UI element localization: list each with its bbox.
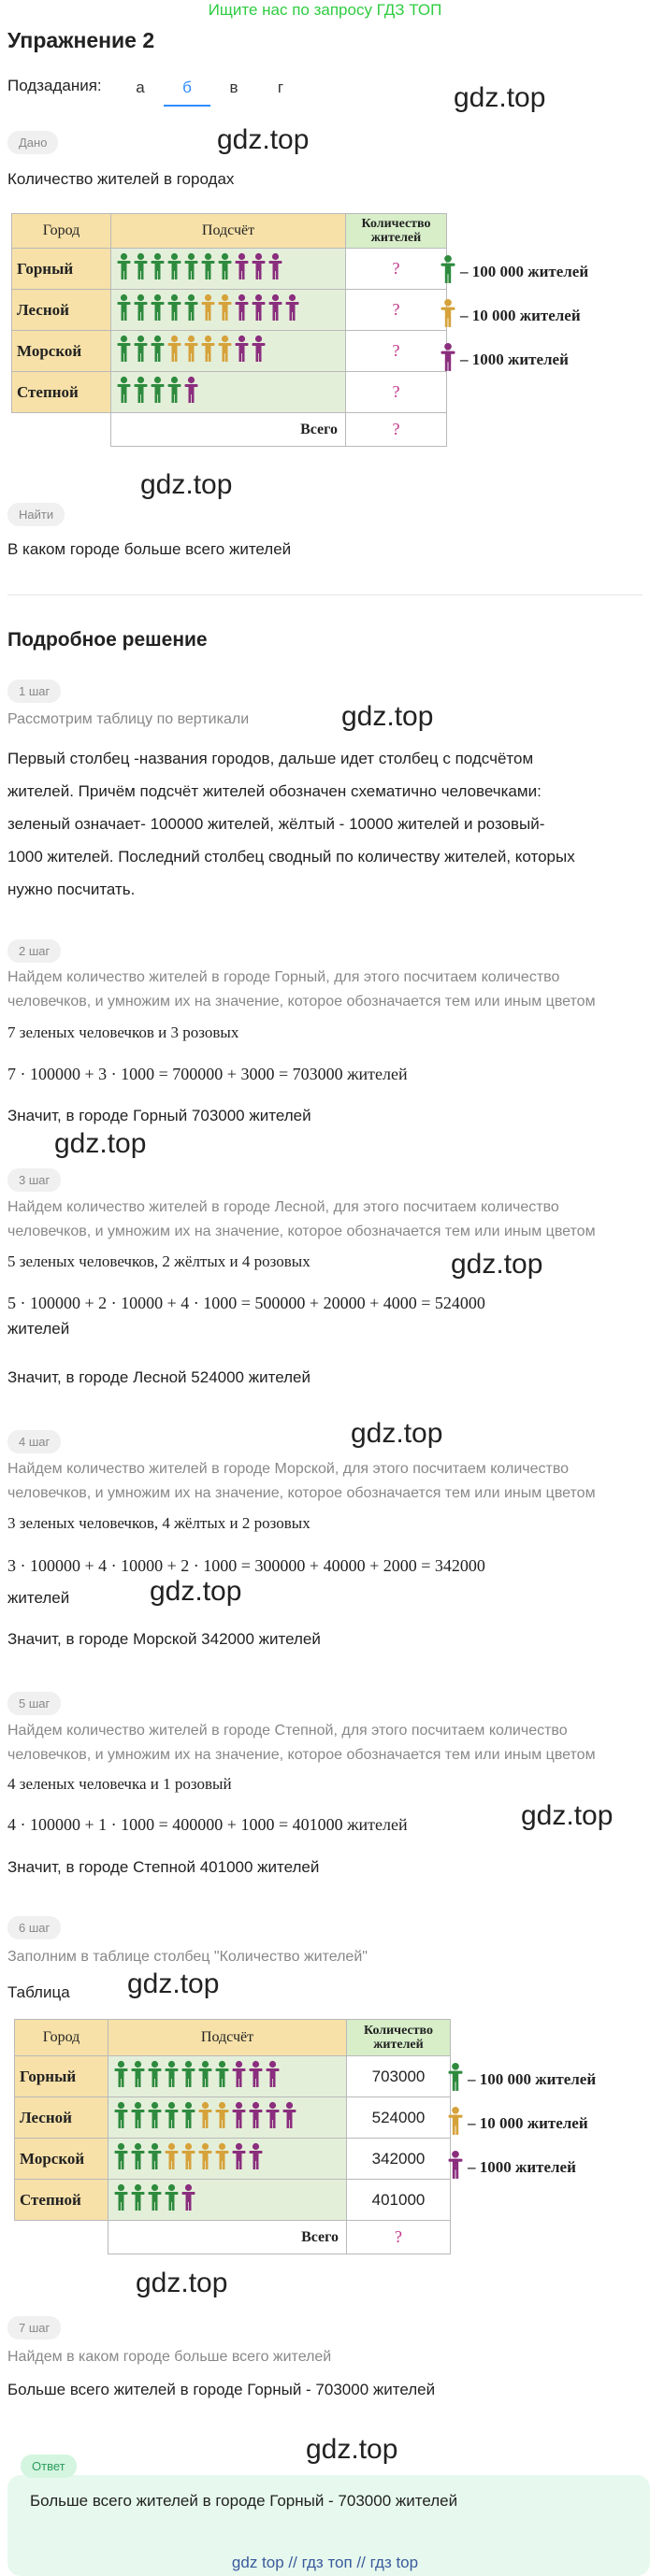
person-pink-icon — [248, 2101, 264, 2134]
city-name: Лесной — [15, 2097, 108, 2139]
pictogram-row — [111, 372, 346, 413]
pictogram-row — [108, 2180, 347, 2221]
person-green-icon — [164, 2060, 180, 2093]
col-header-count: Подсчёт — [108, 2020, 347, 2056]
city-name: Лесной — [12, 290, 111, 331]
person-green-icon — [116, 335, 132, 367]
legend-item: – 1000 жителей — [447, 2150, 596, 2184]
pictogram-row — [108, 2139, 347, 2180]
person-green-icon — [130, 2101, 146, 2134]
person-green-icon — [113, 2060, 129, 2093]
person-green-icon — [181, 2060, 196, 2093]
person-yellow-icon — [197, 2101, 213, 2134]
city-name: Горный — [12, 249, 111, 290]
step-badge: 6 шаг — [7, 1916, 61, 1939]
step-hint: Рассмотрим таблицу по вертикали — [7, 711, 250, 727]
legend-item: – 10 000 жителей — [447, 2106, 596, 2140]
population-value: 401000 — [347, 2180, 451, 2221]
person-yellow-icon — [447, 2106, 468, 2140]
person-pink-icon — [265, 2060, 281, 2093]
person-yellow-icon — [197, 2142, 213, 2175]
step-count: 5 зеленых человечков, 2 жёлтых и 4 розовых — [7, 1252, 311, 1270]
col-header-count: Подсчёт — [111, 214, 346, 249]
person-green-icon — [150, 293, 166, 326]
person-pink-icon — [183, 376, 199, 408]
col-header-population: Количество жителей — [347, 2020, 451, 2056]
person-green-icon — [440, 254, 460, 289]
step-badge: 2 шаг — [7, 939, 61, 963]
person-green-icon — [147, 2142, 163, 2175]
total-value: ? — [347, 2221, 451, 2254]
person-green-icon — [116, 293, 132, 326]
watermark: gdz.top — [150, 1576, 242, 1607]
pictogram-row — [111, 331, 346, 372]
person-pink-icon — [251, 252, 267, 285]
population-value: 703000 — [347, 2056, 451, 2097]
person-green-icon — [217, 252, 233, 285]
top-banner: Ищите нас по запросу ГДЗ ТОП — [208, 1, 442, 19]
col-header-city: Город — [12, 214, 111, 249]
person-green-icon — [447, 2062, 468, 2097]
total-label: Всего — [108, 2221, 347, 2254]
person-green-icon — [133, 335, 149, 367]
person-green-icon — [164, 2183, 180, 2216]
person-pink-icon — [234, 335, 250, 367]
legend — [447, 2062, 596, 2184]
page-title: Упражнение 2 — [7, 28, 155, 52]
person-yellow-icon — [217, 293, 233, 326]
watermark: gdz.top — [140, 469, 233, 500]
person-green-icon — [130, 2142, 146, 2175]
person-yellow-icon — [200, 335, 216, 367]
person-pink-icon — [231, 2060, 247, 2093]
watermark: gdz.top — [341, 701, 434, 732]
legend-item: – 100 000 жителей — [447, 2062, 596, 2097]
person-pink-icon — [251, 293, 267, 326]
watermark: gdz.top — [127, 1968, 220, 1999]
person-pink-icon — [181, 2183, 196, 2216]
person-green-icon — [197, 2060, 213, 2093]
population-value: 524000 — [347, 2097, 451, 2139]
pictogram-row — [108, 2097, 347, 2139]
watermark: gdz.top — [217, 124, 310, 155]
person-green-icon — [113, 2142, 129, 2175]
person-green-icon — [116, 252, 132, 285]
person-pink-icon — [267, 252, 283, 285]
city-name: Степной — [12, 372, 111, 413]
step-hint: Найдем количество жителей в городе Горный, для этого посчитаем количество — [7, 969, 560, 985]
city-name: Горный — [15, 2056, 108, 2097]
step-hint: Заполним в таблице столбец "Количество жителей" — [7, 1949, 368, 1965]
step-text: Больше всего жителей в городе Горный - 703000 жителей — [7, 2381, 436, 2398]
step-hint: человечков, и умножим их на значение, которое обозначается тем или иным цветом — [7, 1747, 596, 1763]
step-result: Значит, в городе Степной 401000 жителей — [7, 1858, 320, 1876]
step-formula-cont: жителей — [7, 1320, 70, 1338]
solution-title: Подробное решение — [7, 629, 208, 651]
step-hint: человечков, и умножим их на значение, которое обозначается тем или иным цветом — [7, 1224, 596, 1239]
city-name: Морской — [15, 2139, 108, 2180]
find-text: В каком городе больше всего жителей — [7, 540, 292, 558]
answer-badge: Ответ — [21, 2454, 77, 2478]
watermark: gdz.top — [136, 2268, 228, 2298]
population-value: ? — [346, 331, 447, 372]
legend — [440, 254, 588, 377]
person-yellow-icon — [214, 2142, 230, 2175]
person-green-icon — [166, 252, 182, 285]
subtask-tab-v[interactable]: в — [229, 79, 238, 96]
person-pink-icon — [234, 252, 250, 285]
person-green-icon — [130, 2060, 146, 2093]
subtask-tab-a[interactable]: а — [136, 79, 145, 96]
step-badge: 5 шаг — [7, 1692, 61, 1715]
person-green-icon — [113, 2101, 129, 2134]
step-badge: 4 шаг — [7, 1430, 61, 1453]
person-green-icon — [150, 376, 166, 408]
subtasks-tabs — [117, 73, 304, 107]
pictogram-row — [111, 290, 346, 331]
find-badge: Найти — [7, 503, 65, 526]
person-yellow-icon — [183, 335, 199, 367]
step-badge: 7 шаг — [7, 2316, 61, 2340]
legend-item: – 10 000 жителей — [440, 298, 588, 333]
step-hint: Найдем в каком городе больше всего жителей — [7, 2349, 332, 2365]
person-pink-icon — [231, 2142, 247, 2175]
watermark: gdz.top — [351, 1418, 443, 1449]
step-badge: 3 шаг — [7, 1168, 61, 1192]
population-table-given — [11, 213, 447, 447]
population-value: 342000 — [347, 2139, 451, 2180]
col-header-city: Город — [15, 2020, 108, 2056]
step-formula: 4 · 100000 + 1 · 1000 = 400000 + 1000 = 401000 жителей — [7, 1815, 408, 1834]
person-yellow-icon — [164, 2142, 180, 2175]
legend-item: – 100 000 жителей — [440, 254, 588, 289]
person-pink-icon — [282, 2101, 297, 2134]
col-header-population: Количество жителей — [346, 214, 447, 249]
person-green-icon — [150, 335, 166, 367]
total-label: Всего — [111, 413, 346, 447]
step-count: 3 зеленых человечков, 4 жёлтых и 2 розовых — [7, 1514, 311, 1532]
step-result: Значит, в городе Морской 342000 жителей — [7, 1630, 321, 1648]
person-pink-icon — [251, 335, 267, 367]
person-green-icon — [164, 2101, 180, 2134]
step-result: Значит, в городе Лесной 524000 жителей — [7, 1368, 311, 1386]
pictogram-row — [111, 249, 346, 290]
person-green-icon — [133, 252, 149, 285]
legend-item: – 1000 жителей — [440, 342, 588, 377]
person-green-icon — [200, 252, 216, 285]
divider — [7, 594, 643, 595]
person-green-icon — [147, 2183, 163, 2216]
person-yellow-icon — [200, 293, 216, 326]
step-hint: Найдем количество жителей в городе Степной, для этого посчитаем количество — [7, 1723, 568, 1739]
person-pink-icon — [248, 2060, 264, 2093]
step-hint: человечков, и умножим их на значение, которое обозначается тем или иным цветом — [7, 994, 596, 1009]
watermark: gdz.top — [454, 82, 546, 113]
step-hint: Найдем количество жителей в городе Морской, для этого посчитаем количество — [7, 1461, 570, 1477]
person-pink-icon — [248, 2142, 264, 2175]
step-text: Таблица — [7, 1983, 70, 2001]
person-green-icon — [147, 2060, 163, 2093]
subtask-tab-b[interactable]: б — [164, 73, 210, 107]
step-formula: 3 · 100000 + 4 · 10000 + 2 · 1000 = 300000 + 40000 + 2000 = 342000 — [7, 1556, 485, 1575]
person-green-icon — [183, 293, 199, 326]
person-green-icon — [214, 2060, 230, 2093]
watermark: gdz.top — [306, 2434, 398, 2465]
population-value: ? — [346, 290, 447, 331]
step-text: Первый столбец -названия городов, дальше идет столбец с подсчётом жителей. Причём подсчёт жителей обозначен схематично человечками: зеленый означает- 100000 жителей, жёлтый - 10000 жителей и розовый- 1000 жителей. Последний столбец сводный по количеству жителей, которых нужно посчитать. — [7, 750, 575, 898]
pictogram-row — [108, 2056, 347, 2097]
person-pink-icon — [284, 293, 300, 326]
city-name: Морской — [12, 331, 111, 372]
answer-text: Больше всего жителей в городе Горный - 703000 жителей — [30, 2492, 458, 2510]
population-value: ? — [346, 249, 447, 290]
population-table-filled — [14, 2019, 451, 2254]
watermark: gdz.top — [521, 1800, 614, 1831]
person-green-icon — [133, 293, 149, 326]
person-pink-icon — [231, 2101, 247, 2134]
total-value: ? — [346, 413, 447, 447]
person-green-icon — [150, 252, 166, 285]
step-hint: Найдем количество жителей в городе Лесной, для этого посчитаем количество — [7, 1199, 559, 1215]
person-green-icon — [113, 2183, 129, 2216]
subtask-tab-g[interactable]: г — [277, 79, 284, 96]
person-yellow-icon — [181, 2142, 196, 2175]
step-hint: человечков, и умножим их на значение, которое обозначается тем или иным цветом — [7, 1485, 596, 1501]
person-green-icon — [147, 2101, 163, 2134]
watermark: gdz.top — [451, 1249, 543, 1280]
city-name: Степной — [15, 2180, 108, 2221]
watermark: gdz.top — [54, 1128, 147, 1159]
footer-links[interactable]: gdz top // гдз топ // гдз top — [231, 2554, 419, 2571]
person-yellow-icon — [217, 335, 233, 367]
population-value: ? — [346, 372, 447, 413]
person-green-icon — [166, 293, 182, 326]
step-count: 4 зеленых человечка и 1 розовый — [7, 1775, 232, 1793]
person-yellow-icon — [214, 2101, 230, 2134]
given-badge: Дано — [7, 131, 58, 154]
step-count: 7 зеленых человечков и 3 розовых — [7, 1023, 239, 1041]
person-green-icon — [181, 2101, 196, 2134]
person-yellow-icon — [166, 335, 182, 367]
given-text: Количество жителей в городах — [7, 170, 235, 188]
step-formula: 5 · 100000 + 2 · 10000 + 4 · 1000 = 500000 + 20000 + 4000 = 524000 — [7, 1294, 485, 1312]
person-pink-icon — [234, 293, 250, 326]
person-pink-icon — [447, 2150, 468, 2184]
person-pink-icon — [265, 2101, 281, 2134]
subtasks-label: Подзадания: — [7, 77, 102, 94]
person-green-icon — [183, 252, 199, 285]
person-green-icon — [116, 376, 132, 408]
person-green-icon — [133, 376, 149, 408]
person-yellow-icon — [440, 298, 460, 333]
step-formula: 7 · 100000 + 3 · 1000 = 700000 + 3000 = 703000 жителей — [7, 1065, 408, 1083]
person-green-icon — [166, 376, 182, 408]
person-pink-icon — [267, 293, 283, 326]
step-result: Значит, в городе Горный 703000 жителей — [7, 1107, 311, 1124]
person-green-icon — [130, 2183, 146, 2216]
person-pink-icon — [440, 342, 460, 377]
step-badge: 1 шаг — [7, 680, 61, 703]
step-formula-cont: жителей — [7, 1589, 70, 1607]
